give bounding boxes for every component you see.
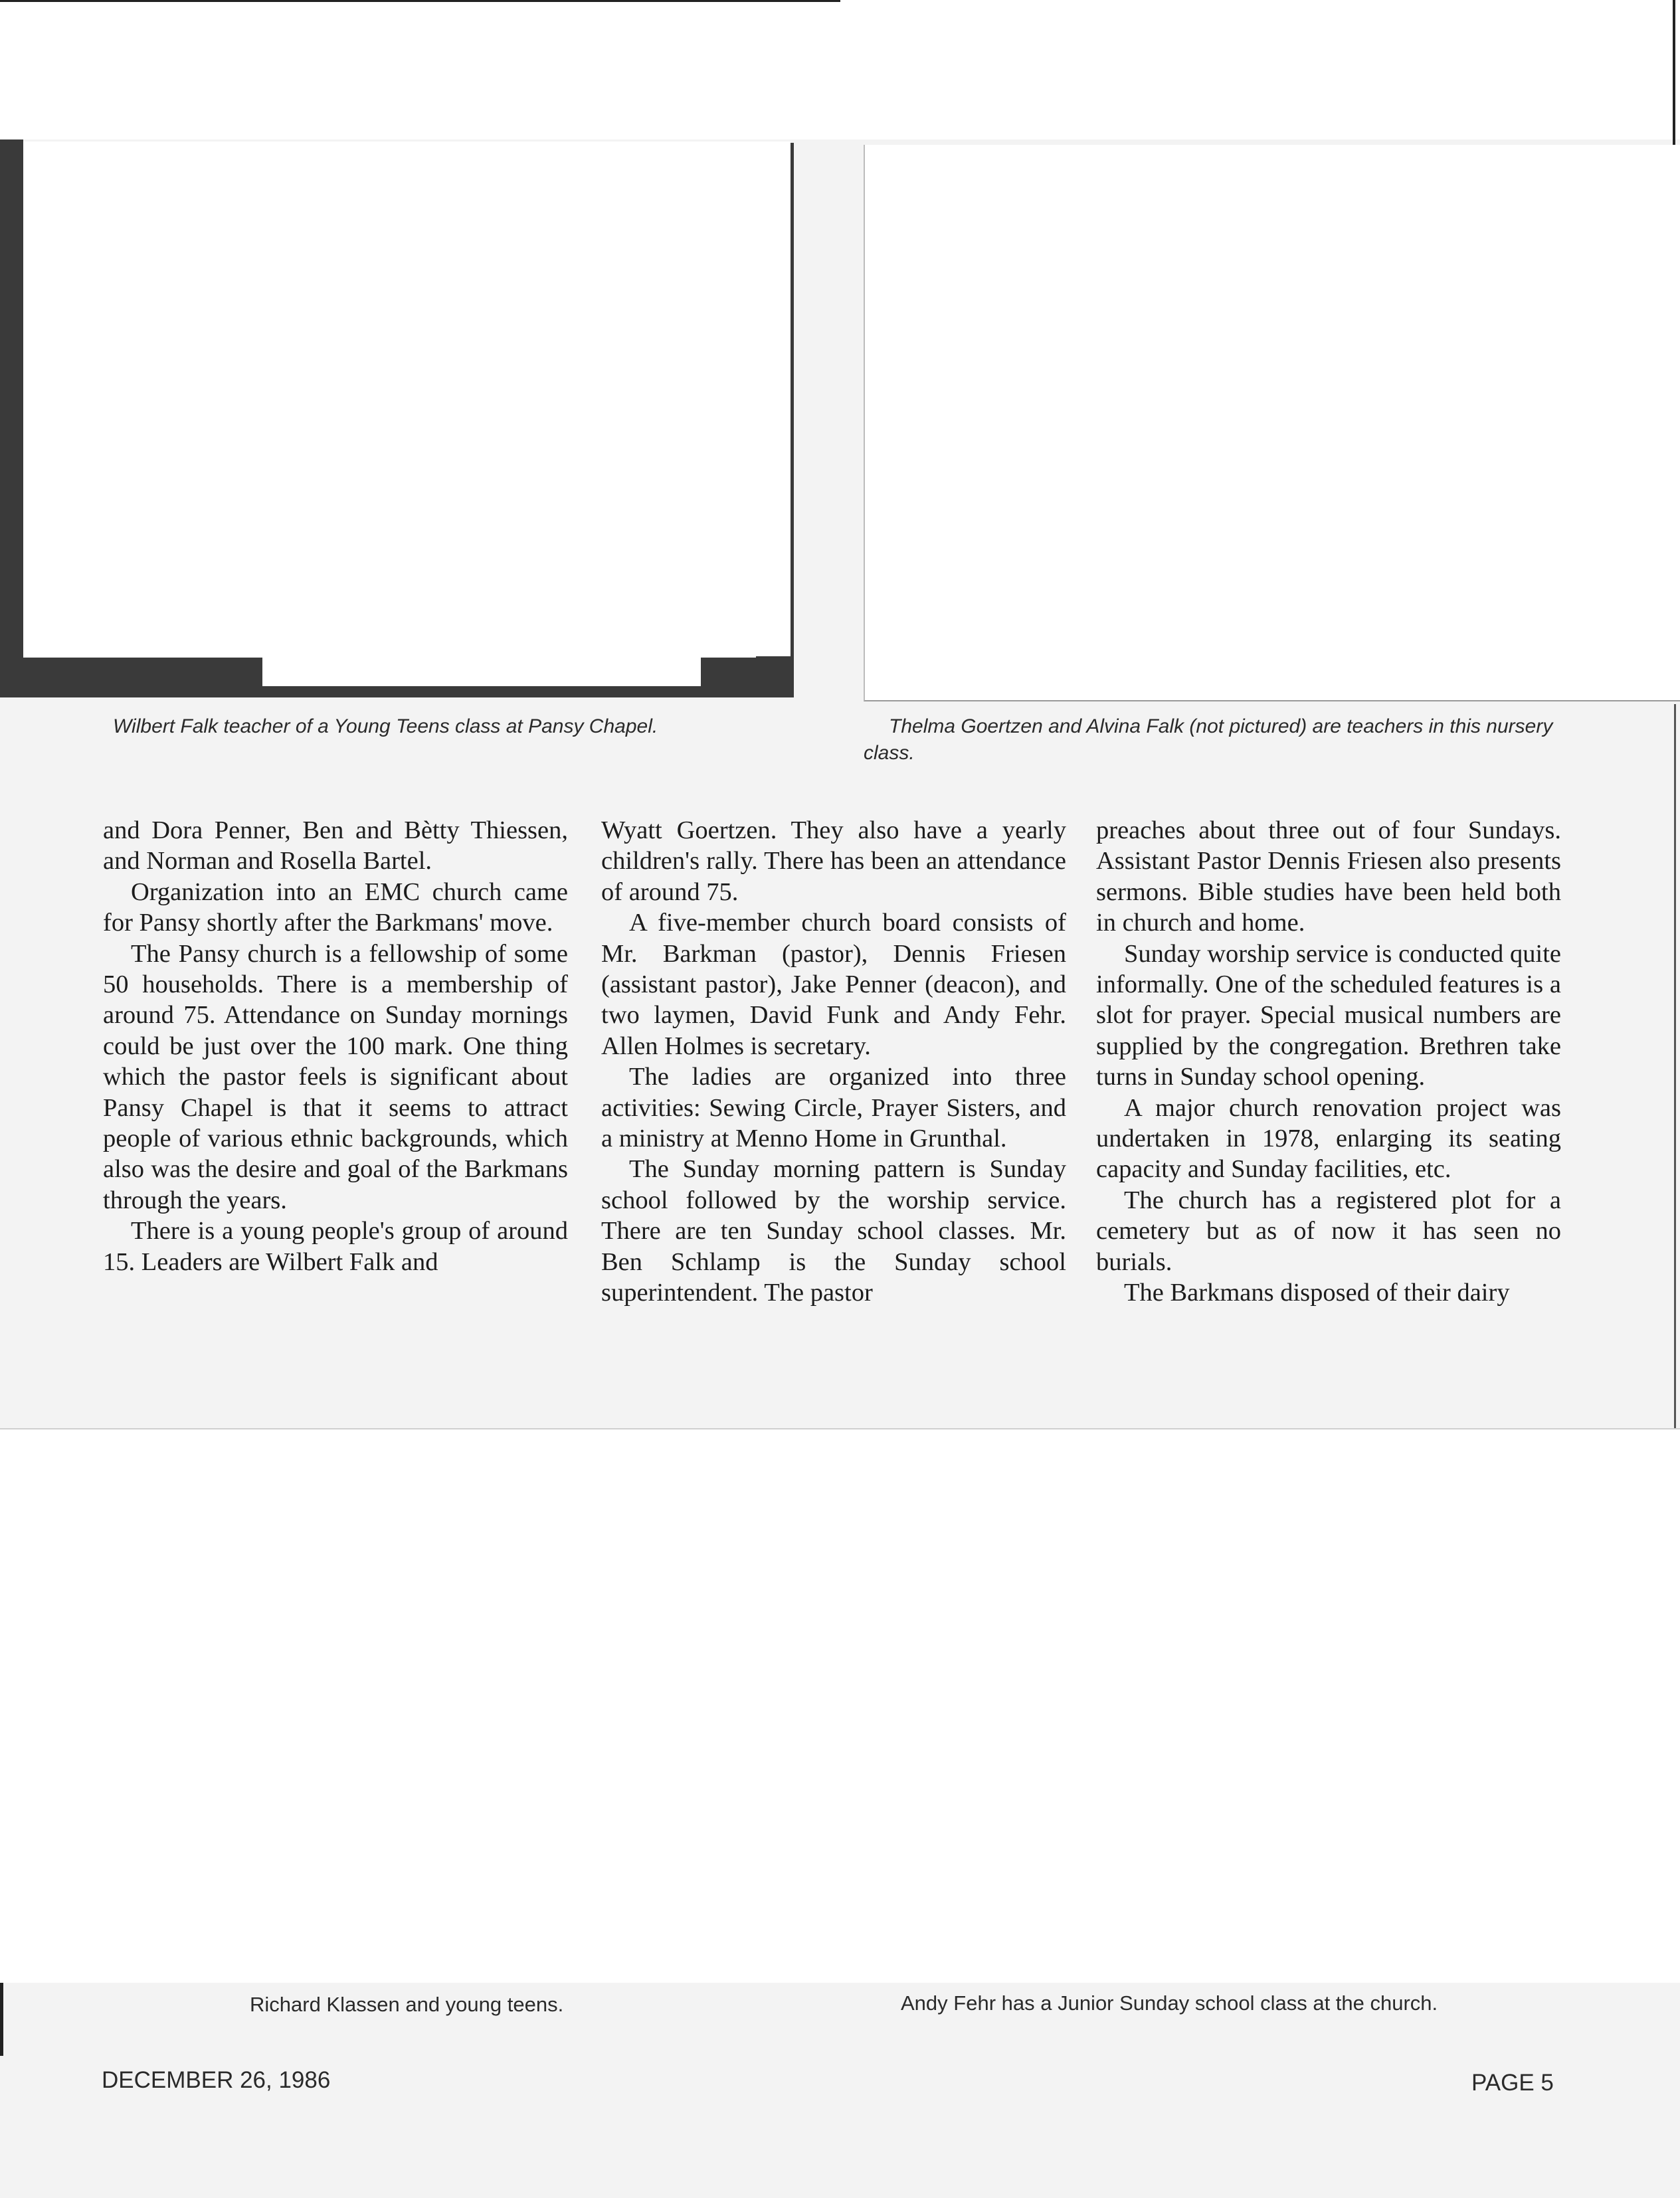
- caption-andy-fehr: Andy Fehr has a Junior Sunday school class at the church.: [901, 1991, 1438, 2015]
- article-column-3: [1096, 815, 1561, 1309]
- photo-left-right-edge: [791, 143, 794, 697]
- paragraph: A five-member church board consists of Mr. Barkman (pastor), Dennis Friesen (assistant pastor), Jake Penner (deacon), and two laymen, David Funk and Andy Fehr. Allen Holmes is secretary.: [601, 909, 1066, 1060]
- right-margin-line: [1674, 704, 1676, 1428]
- paragraph: preaches about three out of four Sundays. Assistant Pastor Dennis Friesen also presents sermons. Bible studies have been held both in church and home.: [1096, 816, 1561, 937]
- photo-wilbert-falk: [23, 141, 791, 656]
- article-column-2: [601, 815, 1066, 1309]
- paragraph: The church has a registered plot for a cemetery but as of now it has seen no burials.: [1096, 1186, 1561, 1276]
- paragraph: A major church renovation project was undertaken in 1978, enlarging its seating capacity and Sunday facilities, etc.: [1096, 1093, 1561, 1184]
- paragraph: and Dora Penner, Ben and Bètty Thiessen, and Norman and Rosella Bartel.: [103, 816, 568, 875]
- caption-nursery-class: Thelma Goertzen and Alvina Falk (not pictured) are teachers in this nursery class.: [864, 715, 1553, 764]
- paragraph: Sunday worship service is conducted quite informally. One of the scheduled features is a slot for prayer. Special musical numbers are supplied by the congregation. Brethren take turns in Sunday school opening.: [1096, 939, 1561, 1091]
- photo-nursery-class: [864, 145, 1680, 701]
- photo-wilbert-falk-notch: [262, 654, 701, 686]
- photo-left-dark-edge: [0, 139, 23, 697]
- paragraph: Organization into an EMC church came for Pansy shortly after the Barkmans' move.: [103, 877, 568, 937]
- top-border-line: [0, 0, 840, 2]
- caption-richard-klassen: Richard Klassen and young teens.: [250, 1993, 564, 2016]
- top-margin: [0, 0, 1680, 139]
- paragraph: The ladies are organized into three activities: Sewing Circle, Prayer Sisters, and a ministry at Menno Home in Grunthal.: [601, 1063, 1066, 1153]
- caption-wilbert-falk: Wilbert Falk teacher of a Young Teens class at Pansy Chapel.: [113, 715, 658, 737]
- paragraph: There is a young people's group of around 15. Leaders are Wilbert Falk and: [103, 1217, 568, 1276]
- paragraph: The Sunday morning pattern is Sunday school followed by the worship service. There are ten Sunday school classes. Mr. Ben Schlamp is the Sunday school superintendent. The pastor: [601, 1155, 1066, 1307]
- bottom-photos-area: [0, 1428, 1680, 1983]
- paragraph: Wyatt Goertzen. They also have a yearly children's rally. There has been an attendance of around 75.: [601, 816, 1066, 906]
- article-column-1: [103, 815, 568, 1277]
- page-number: PAGE 5: [1471, 2070, 1554, 2096]
- paragraph: The Barkmans disposed of their dairy: [1124, 1279, 1510, 1307]
- bottom-photos-top-line: [0, 1428, 1680, 1429]
- issue-date: DECEMBER 26, 1986: [102, 2067, 331, 2093]
- paragraph: The Pansy church is a fellowship of some 50 households. There is a membership of around 75. Attendance on Sunday mornings could be just over the 100 mark. One thing which the pastor feels is significant about Pansy Chapel is that it seems to attract people of various ethnic backgrounds, which also was the desire and goal of the Barkmans through the years.: [103, 939, 568, 1214]
- bottom-photo-left-edge: [0, 1983, 3, 2056]
